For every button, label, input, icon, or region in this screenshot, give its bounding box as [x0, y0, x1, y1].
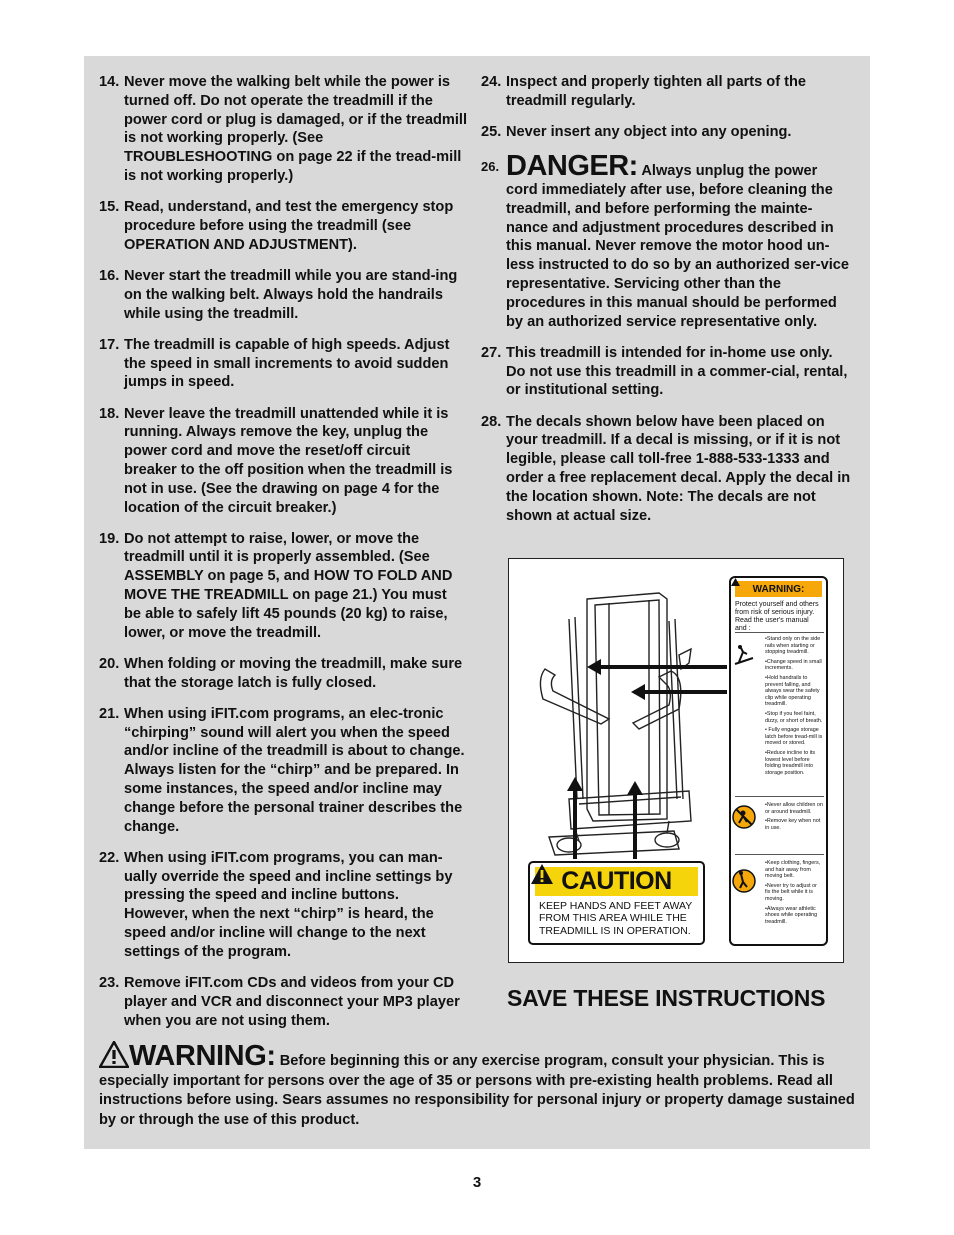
- list-item: 28. The decals shown below have been placed on your treadmill. If a decal is missing, or if it is not legible, please call toll-free 1-888-533-1333 and order a free replacement decal. Apply the decal in the location shown. Note: The decals are not shown at actual size.: [481, 413, 851, 524]
- list-item: 16. Never start the treadmill while you are stand-ing on the walking belt. Always hold the handrails while using the treadmill.: [99, 267, 458, 322]
- caution-header: CAUTION: [535, 867, 698, 896]
- list-item: 22. When using iFIT.com programs, you can man-ually override the speed and incline settings by pressing the speed and incline buttons. However, when the next “chirp” is heard, the speed and/or incline will change to the next settings of the program.: [99, 849, 453, 960]
- warning-triangle-icon: [530, 863, 554, 885]
- warning-list-2: •Never allow children on or around treadmill. •Remove key when not in use.: [765, 802, 823, 831]
- divider: [735, 854, 824, 855]
- warning-paragraph: WARNING: Before beginning this or any exercise program, consult your physician. This is especially important for persons over the age of 35 or persons with pre-existing health problems. Read all instructions before using. Sears assumes no responsibility for personal injury or property damage sustained by or through the use of this product.: [99, 1040, 855, 1128]
- danger-label: DANGER:: [506, 150, 638, 183]
- no-children-icon: [731, 804, 757, 830]
- list-item: 14. Never move the walking belt while the power is turned off. Do not operate the treadmill if the power cord or plug is damaged, or if the treadmill is not working properly. (See TROUBLESHOOTING on page 22 if the tread-mill is not working properly.): [99, 74, 468, 184]
- list-item: 27. This treadmill is intended for in-home use only. Do not use this treadmill in a commer-cial, rental, or institutional setting.: [481, 344, 848, 399]
- save-instructions-heading: SAVE THESE INSTRUCTIONS: [507, 985, 826, 1011]
- list-item: 24. Inspect and properly tighten all parts of the treadmill regularly.: [481, 74, 807, 109]
- page-number: 3: [472, 1174, 482, 1191]
- list-item: 23. Remove iFIT.com CDs and videos from your CD player and VCR and disconnect your MP3 player when you are not using them.: [99, 974, 460, 1029]
- warning-list-3: •Keep clothing, fingers, and hair away from moving belt. •Never try to adjust or fix the belt while it is moving. •Always wear athletic shoes while operating treadmill.: [765, 860, 821, 925]
- warning-list-1: •Stand only on the side rails when starting or stopping treadmill. •Change speed in small increments. •Hold handrails to prevent falling, and always wear the safety clip while operating treadmill. •Stop if you feel faint, dizzy, or short of breath. • Fully engage storage latch before tread-mill is moved or stored. •Reduce incline to its lowest level before folding treadmill into storage position.: [765, 636, 823, 776]
- hand-caught-belt-icon: [731, 868, 757, 894]
- person-stepping-icon: [731, 644, 757, 670]
- danger-item: 26. DANGER: Always unplug the power cord immediately after use, before cleaning the treadmill, and before performing the mainte-nance and adjustment procedures described in this manual. Never remove the motor hood un-less instructed to do so by an authorized ser-vice representative. Servicing other than the procedures in this manual should be performed by an authorized service representative only.: [481, 150, 850, 330]
- warning-decal: WARNING: Protect yourself and others from risk of serious injury. Read the user's manual and : •Stand only on the side rails when starting or stopping treadmill. •Change speed in small increments. •Hold handrails to prevent falling, and always wear the safety clip while operating treadmill. •Stop if you feel faint, dizzy, or short of breath. • Fully engage storage latch before tread-mill is moved or stored. •Reduce incline to its lowest level before folding treadmill into storage position. •Never allow children on or around treadmill. •Remove key when not in use. •Keep clothing, fingers, and hair away from moving belt. •Never try to adjust or fix the belt while it is moving. •Always wear athletic shoes while operating treadmill.: [729, 576, 828, 946]
- list-item: 18. Never leave the treadmill unattended while it is running. Always remove the key, unplug the power cord and move the reset/off circuit breaker to the off position when the treadmill is not in use. (See the drawing on page 4 for the location of the circuit breaker.): [99, 405, 453, 516]
- divider: [735, 632, 824, 633]
- warning-triangle-icon: [99, 1041, 129, 1068]
- decal-figure: [508, 558, 844, 963]
- divider: [735, 796, 824, 797]
- list-item: 17. The treadmill is capable of high speeds. Adjust the speed in small increments to avoid sudden jumps in speed.: [99, 336, 450, 391]
- list-item: 19. Do not attempt to raise, lower, or move the treadmill until it is properly assembled. (See ASSEMBLY on page 5, and HOW TO FOLD AND MOVE THE TREADMILL on page 21.) You must be able to safely lift 45 pounds (20 kg) to raise, lower, or move the treadmill.: [99, 530, 453, 641]
- right-column: [481, 73, 851, 538]
- list-item: 15. Read, understand, and test the emergency stop procedure before using the treadmill (see OPERATION AND ADJUSTMENT).: [99, 199, 454, 253]
- warning-triangle-icon: [731, 578, 740, 586]
- list-item: 21. When using iFIT.com programs, an elec-tronic “chirping” sound will alert you when the speed and/or incline of the treadmill is about to change. Always listen for the “chirp” and be prepared. In some instances, the speed and/or incline may change before the personal trainer describes the change.: [99, 705, 465, 835]
- caution-decal: CAUTION KEEP HANDS AND FEET AWAY FROM THIS AREA WHILE THE TREADMILL IS IN OPERATION.: [528, 861, 705, 945]
- warning-decal-header: WARNING:: [735, 581, 822, 597]
- left-column: [99, 73, 467, 1043]
- warning-label: WARNING:: [129, 1040, 276, 1072]
- list-item: 20. When folding or moving the treadmill, make sure that the storage latch is fully closed.: [99, 655, 463, 691]
- list-item: 25. Never insert any object into any opening.: [481, 123, 792, 140]
